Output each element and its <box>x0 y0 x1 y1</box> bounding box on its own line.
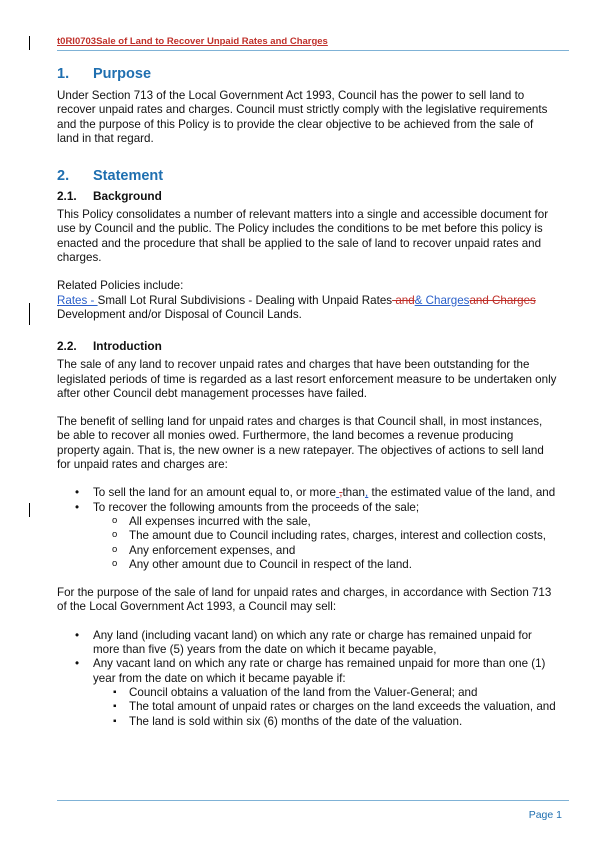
list-item: ▪ The land is sold within six (6) months of the date of the valuation. <box>93 715 557 729</box>
header-doc-title: Sale of Land to Recover Unpaid Rates and Charges <box>96 36 328 47</box>
list-item: o Any enforcement expenses, and <box>93 544 557 558</box>
list-item: • Any vacant land on which any rate or charge has remained unpaid for more than one (1) year from the date on which it became payable if: ▪ Council obtains a valuation of the land from the Valuer-General; and ▪ The total amount of unpaid rates or charges on the land exceeds the valuation, and ▪ The land is sold within six (6) months of the date of the valuation. <box>57 657 557 728</box>
introduction-paragraph: The sale of any land to recover unpaid rates and charges that have been outstanding for the legislated periods of time is regarded as a last resort enforcement measure to be undertaken only after other Council debt management processes have failed. <box>57 358 557 400</box>
list-item: ▪ Council obtains a valuation of the land from the Valuer-General; and <box>93 686 557 700</box>
section-heading-purpose: 1. Purpose <box>57 66 152 82</box>
page-header <box>57 36 569 51</box>
list-item: ▪ The total amount of unpaid rates or charges on the land exceeds the valuation, and <box>93 700 557 714</box>
list-item: • To sell the land for an amount equal to, or more ,than, the estimated value of the land, and <box>57 486 557 500</box>
related-policy-item: Rates - Small Lot Rural Subdivisions - Dealing with Unpaid Rates and& Chargesand Charges <box>57 293 536 307</box>
list-item: o The amount due to Council including rates, charges, interest and collection costs, <box>93 529 557 543</box>
purpose-paragraph: Under Section 713 of the Local Government Act 1993, Council has the power to sell land to recover unpaid rates and charges. Council must strictly comply with the legislative requirements and the purpose of this Policy is to provide the clear objective to be achieved from the sale of land in that regard. <box>57 89 548 145</box>
recovery-amounts-list <box>93 515 557 572</box>
subsection-heading-background: 2.1. Background <box>57 189 162 204</box>
section-713-paragraph: For the purpose of the sale of land for unpaid rates and charges, in accordance with Section 713 of the Local Government Act 1993, a Council may sell: <box>57 586 552 614</box>
list-item: o Any other amount due to Council in respect of the land. <box>93 558 557 572</box>
sale-conditions-list <box>57 629 557 729</box>
list-item: o All expenses incurred with the sale, <box>93 515 557 529</box>
page-number: Page 1 <box>528 809 562 821</box>
change-bar <box>29 503 30 517</box>
list-item: • Any land (including vacant land) on which any rate or charge has remained unpaid for more than five (5) years from the date on which it became payable, <box>57 629 557 658</box>
section-heading-statement: 2. Statement <box>57 168 164 185</box>
change-bar <box>29 36 30 50</box>
related-policies-label: Related Policies include: <box>57 279 184 293</box>
objectives-list <box>57 486 557 572</box>
list-item: • To recover the following amounts from the proceeds of the sale; o All expenses incurred with the sale, o The amount due to Council including rates, charges, interest and collection costs, o Any enforcement expenses, and o Any other amount due to Council in respect of the land. <box>57 501 557 572</box>
header-doc-code: t0RI0703 <box>57 36 97 47</box>
benefit-paragraph: The benefit of selling land for unpaid rates and charges is that Council shall, in most instances, be able to recover all monies owed. Furthermore, the land becomes a revenue producing property again. That is, the new owner is a new ratepayer. The objectives of actions to sell land for unpaid rates and charges are: <box>57 415 544 472</box>
change-bar <box>29 303 30 325</box>
background-paragraph: This Policy consolidates a number of relevant matters into a single and accessible document for use by Council and the public. The Policy includes the conditions to be met before this policy is enacted and the procedure that shall be applied to the sale of land to recover unpaid rates and charges. <box>57 208 549 265</box>
vacant-land-conditions-list <box>93 686 557 729</box>
footer-rule <box>57 800 569 801</box>
document-body <box>57 64 557 729</box>
subsection-heading-introduction: 2.2. Introduction <box>57 339 162 354</box>
related-policy-item: Development and/or Disposal of Council Lands. <box>57 307 302 321</box>
